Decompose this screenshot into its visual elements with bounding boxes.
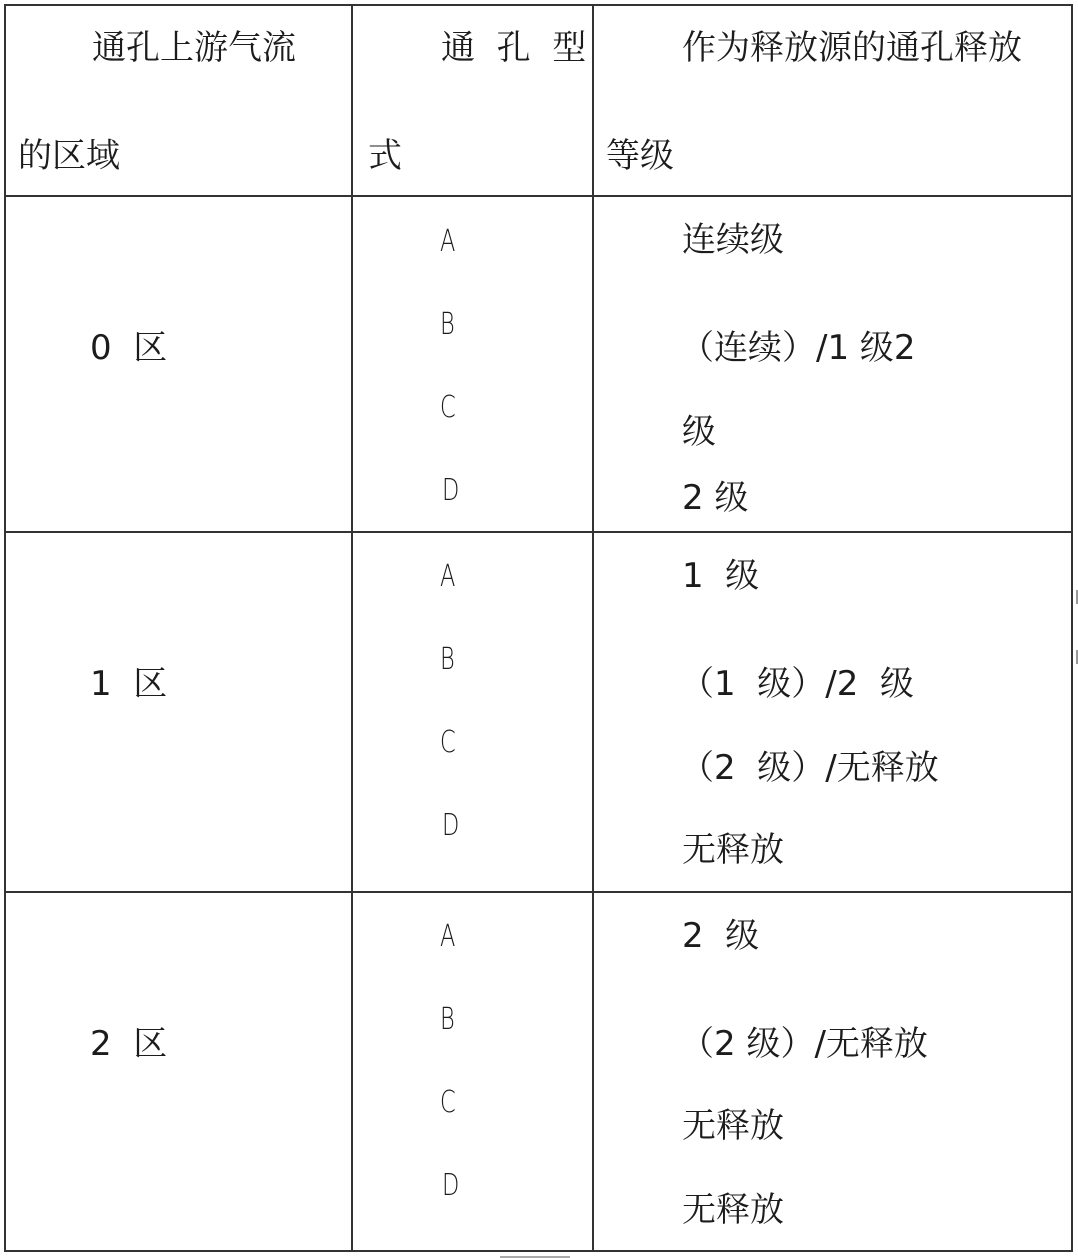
vent-type-d: D [442, 1168, 460, 1203]
row-divider-1 [4, 531, 1073, 533]
zone-cell: 0 区 [90, 328, 168, 368]
column-divider-2 [592, 4, 594, 1252]
header-zone-line1: 通孔上游气流 [92, 28, 296, 68]
header-divider [4, 195, 1073, 197]
zone-cell: 1 区 [90, 664, 168, 704]
header-type-line1: 通 孔 型 [441, 28, 587, 68]
vent-type-a: A [440, 559, 456, 594]
release-grade: （2 级）/无释放 [680, 748, 939, 788]
vent-type-d: D [442, 808, 460, 843]
header-zone-line2: 的区域 [18, 136, 120, 176]
release-grade: （连续）/1 级2 [680, 328, 916, 368]
release-grade: 连续级 [682, 220, 784, 260]
column-divider-1 [351, 4, 353, 1252]
release-grade: 2 级 [682, 478, 749, 518]
release-grade: 无释放 [682, 1190, 784, 1230]
release-grade: 无释放 [682, 830, 784, 870]
release-grade-table [4, 4, 1073, 1252]
release-grade: 无释放 [682, 1106, 784, 1146]
header-grade-line2: 等级 [606, 136, 674, 176]
zone-cell: 2 区 [90, 1024, 168, 1064]
release-grade: （1 级）/2 级 [680, 664, 914, 704]
header-grade-line1: 作为释放源的通孔释放 [682, 28, 1022, 68]
vent-type-b: B [440, 1002, 455, 1037]
vent-type-c: C [440, 390, 456, 425]
vent-type-b: B [440, 307, 455, 342]
vent-type-b: B [440, 642, 455, 677]
release-grade: （2 级）/无释放 [680, 1024, 928, 1064]
vent-type-d: D [442, 473, 460, 508]
release-grade: 2 级 [682, 916, 760, 956]
vent-type-a: A [440, 224, 456, 259]
vent-type-a: A [440, 919, 456, 954]
header-type-line2: 式 [368, 136, 402, 176]
row-divider-2 [4, 891, 1073, 893]
release-grade: 1 级 [682, 556, 760, 596]
release-grade: 级 [682, 412, 716, 452]
vent-type-c: C [440, 725, 456, 760]
vent-type-c: C [440, 1085, 456, 1120]
